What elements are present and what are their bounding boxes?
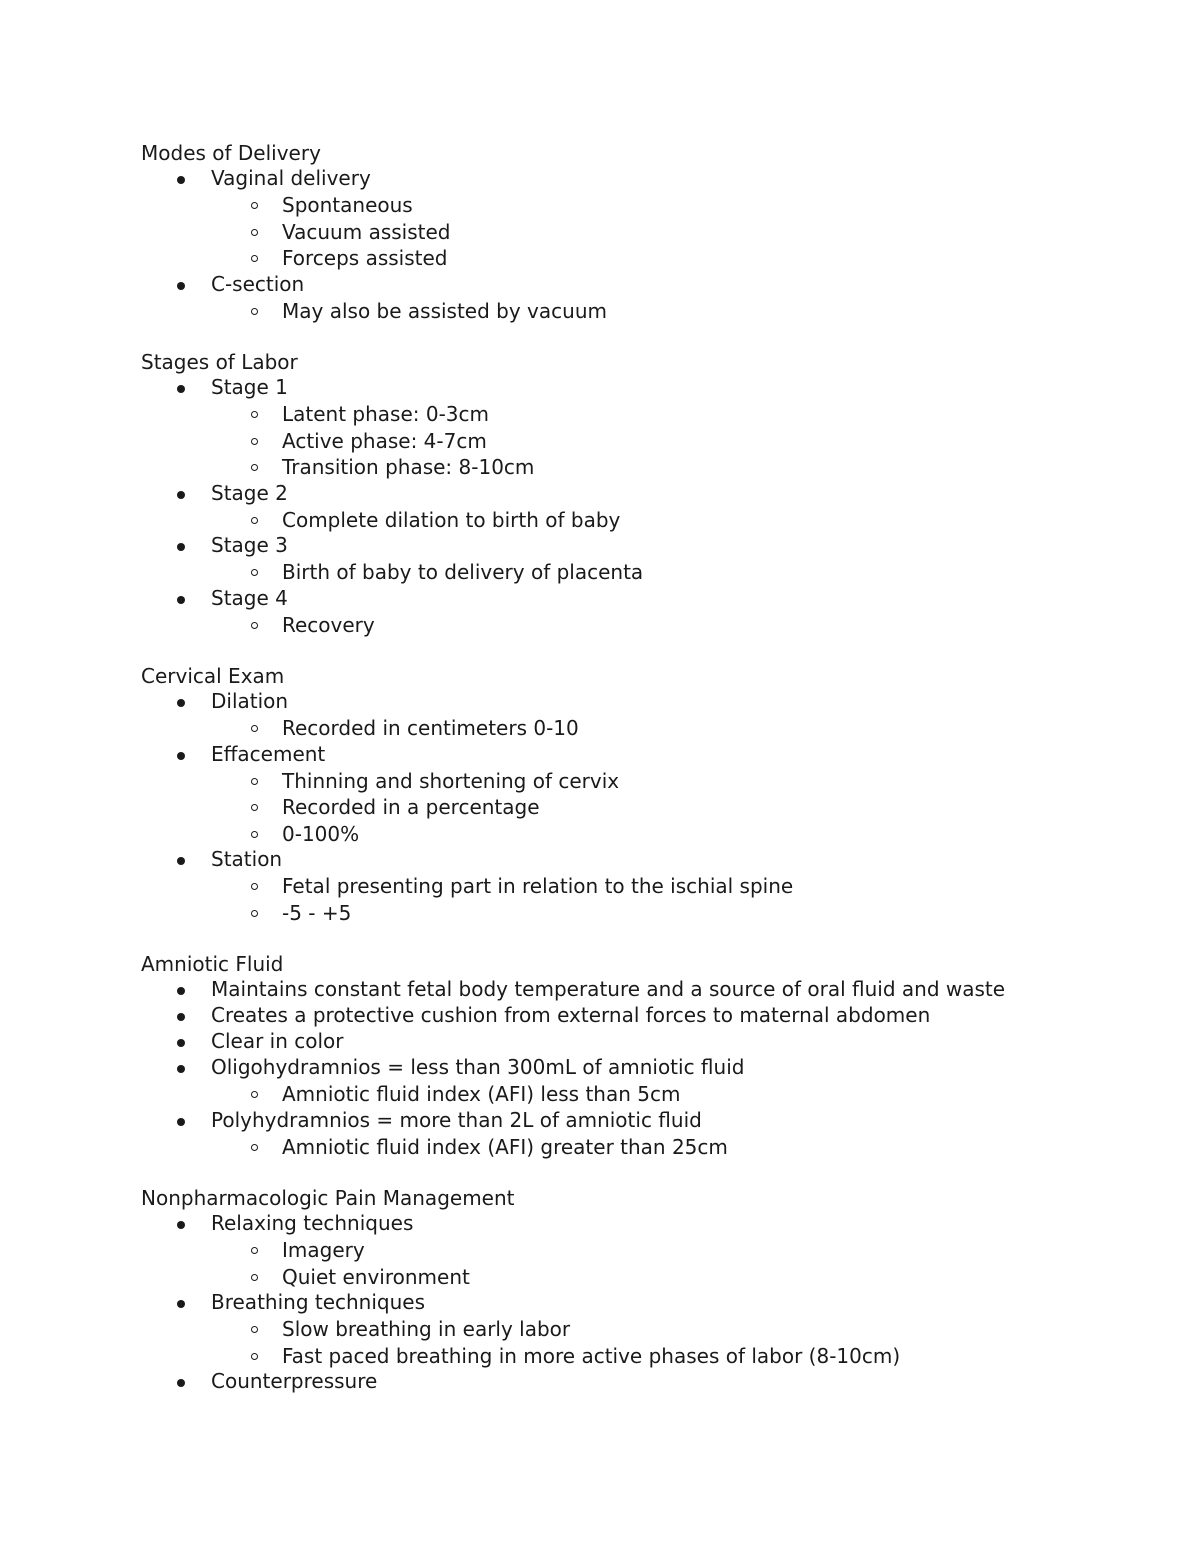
sub-list-item: [141, 873, 1041, 900]
sub-list-item: [141, 1237, 1041, 1264]
bullet-icon: [177, 1013, 185, 1021]
bullet-icon: [177, 1039, 185, 1047]
list-item: [141, 1003, 1041, 1029]
sub-list-item: [141, 192, 1041, 219]
list-item-text: C-section: [211, 271, 305, 296]
circle-bullet-icon: [251, 804, 258, 811]
sub-list-item: [141, 454, 1041, 481]
circle-bullet-icon: [251, 1144, 258, 1151]
sub-list-item-text: Recorded in a percentage: [282, 795, 540, 819]
list-item: [141, 375, 1041, 481]
list-item: [141, 1055, 1041, 1108]
bullet-icon: [177, 1300, 185, 1308]
list-item-text: Effacement: [211, 741, 326, 766]
list-item: [141, 1108, 1041, 1161]
sub-list-item-text: -5 - +5: [282, 900, 352, 925]
sub-list-item-text: Birth of baby to delivery of placenta: [282, 560, 644, 584]
list-item: [141, 1029, 1041, 1055]
sub-list: [211, 559, 1041, 586]
section-heading: Nonpharmacologic Pain Management: [141, 1186, 515, 1210]
circle-bullet-icon: [251, 464, 258, 471]
bullet-icon: [177, 699, 185, 707]
list-item: [141, 272, 1041, 325]
list-item-text: Vaginal delivery: [211, 166, 371, 190]
circle-bullet-icon: [251, 202, 258, 209]
section-heading: Amniotic Fluid: [141, 952, 284, 976]
bullet-icon: [177, 857, 185, 865]
sub-list-item-text: Active phase: 4-7cm: [282, 428, 487, 453]
sub-list-item: [141, 715, 1041, 742]
sub-list-item: [141, 1343, 1041, 1370]
sub-list-item-text: Amniotic fluid index (AFI) greater than 25cm: [282, 1134, 728, 1159]
list-item-text: Stage 1: [211, 375, 288, 399]
list-item: [141, 166, 1041, 272]
list-item-text: Relaxing techniques: [211, 1211, 414, 1235]
list-item-text: Stage 4: [211, 585, 288, 610]
list-item: [141, 1290, 1041, 1369]
sub-list-item-text: Quiet environment: [282, 1264, 470, 1289]
sub-list-item-text: Imagery: [282, 1238, 365, 1262]
sub-list-item: [141, 821, 1041, 848]
sub-list: [211, 507, 1041, 534]
list-item-text: Polyhydramnios = more than 2L of amniotic fluid: [211, 1107, 702, 1132]
sub-list-item-text: Fast paced breathing in more active phases of labor (8-10cm): [282, 1343, 901, 1368]
section-heading: Cervical Exam: [141, 664, 285, 688]
sub-list: [211, 1237, 1041, 1290]
sub-list: [211, 401, 1041, 481]
list-item: [141, 533, 1041, 586]
circle-bullet-icon: [251, 569, 258, 576]
section-heading: Stages of Labor: [141, 350, 298, 374]
bullet-icon: [177, 385, 185, 393]
sub-list: [211, 1134, 1041, 1161]
list-item-text: Station: [211, 847, 283, 871]
sub-list: [211, 192, 1041, 272]
circle-bullet-icon: [251, 622, 258, 629]
list-item-text: Counterpressure: [211, 1369, 378, 1393]
bullet-list: [141, 689, 1041, 926]
sub-list-item: [141, 1134, 1041, 1161]
circle-bullet-icon: [251, 725, 258, 732]
bullet-list: [141, 166, 1041, 324]
bullet-icon: [177, 752, 185, 760]
sub-list: [211, 1316, 1041, 1369]
sub-list-item-text: May also be assisted by vacuum: [282, 298, 607, 323]
bullet-icon: [177, 1065, 185, 1073]
circle-bullet-icon: [251, 1274, 258, 1281]
sub-list-item-text: 0-100%: [282, 821, 360, 846]
list-item-text: Stage 2: [211, 480, 288, 505]
sub-list-item: [141, 401, 1041, 428]
list-item-text: Clear in color: [211, 1029, 344, 1053]
sub-list-item-text: Fetal presenting part in relation to the ischial spine: [282, 874, 794, 898]
bullet-icon: [177, 176, 185, 184]
sub-list-item-text: Transition phase: 8-10cm: [282, 455, 535, 479]
bullet-list: [141, 375, 1041, 638]
bullet-icon: [177, 1379, 185, 1387]
bullet-icon: [177, 282, 185, 290]
bullet-icon: [177, 543, 185, 551]
circle-bullet-icon: [251, 308, 258, 315]
section: [141, 140, 1041, 324]
section: [141, 349, 1041, 638]
sub-list-item-text: Forceps assisted: [282, 246, 448, 270]
circle-bullet-icon: [251, 883, 258, 890]
bullet-icon: [177, 1118, 185, 1126]
sub-list: [211, 768, 1041, 848]
sub-list-item-text: Spontaneous: [282, 193, 413, 217]
list-item: [141, 586, 1041, 639]
bullet-icon: [177, 987, 185, 995]
circle-bullet-icon: [251, 831, 258, 838]
section: [141, 1185, 1041, 1395]
sub-list-item-text: Recovery: [282, 612, 375, 637]
circle-bullet-icon: [251, 411, 258, 418]
circle-bullet-icon: [251, 778, 258, 785]
sub-list-item-text: Slow breathing in early labor: [282, 1317, 571, 1341]
list-item: [141, 689, 1041, 742]
list-item-text: Oligohydramnios = less than 300mL of amniotic fluid: [211, 1055, 745, 1079]
sub-list-item: [141, 768, 1041, 795]
section: [141, 663, 1041, 926]
sub-list-item-text: Thinning and shortening of cervix: [282, 768, 620, 793]
circle-bullet-icon: [251, 438, 258, 445]
sub-list-item: [141, 612, 1041, 639]
sub-list-item: [141, 245, 1041, 272]
bullet-list: [141, 977, 1041, 1160]
sub-list-item-text: Recorded in centimeters 0-10: [282, 716, 579, 740]
list-item-text: Breathing techniques: [211, 1290, 426, 1314]
circle-bullet-icon: [251, 910, 258, 917]
bullet-list: [141, 1211, 1041, 1395]
circle-bullet-icon: [251, 1091, 258, 1098]
sub-list-item-text: Vacuum assisted: [282, 219, 451, 244]
sub-list: [211, 715, 1041, 742]
list-item-text: Creates a protective cushion from external forces to maternal abdomen: [211, 1003, 931, 1027]
list-item: [141, 1369, 1041, 1395]
bullet-icon: [177, 1221, 185, 1229]
circle-bullet-icon: [251, 1247, 258, 1254]
sub-list-item: [141, 794, 1041, 821]
sub-list-item: [141, 559, 1041, 586]
list-item-text: Stage 3: [211, 533, 288, 557]
list-item-text: Maintains constant fetal body temperature and a source of oral fluid and waste: [211, 977, 1006, 1001]
section: [141, 951, 1041, 1160]
bullet-icon: [177, 491, 185, 499]
list-item-text: Dilation: [211, 689, 289, 713]
sub-list-item: [141, 1081, 1041, 1108]
list-item: [141, 742, 1041, 848]
list-item: [141, 977, 1041, 1003]
sub-list-item: [141, 507, 1041, 534]
list-item: [141, 481, 1041, 534]
circle-bullet-icon: [251, 1353, 258, 1360]
list-item: [141, 847, 1041, 926]
sub-list-item: [141, 1316, 1041, 1343]
sub-list: [211, 612, 1041, 639]
circle-bullet-icon: [251, 517, 258, 524]
sub-list: [211, 298, 1041, 325]
document-page: [141, 140, 1041, 1420]
sub-list: [211, 873, 1041, 926]
sub-list-item: [141, 428, 1041, 455]
circle-bullet-icon: [251, 1326, 258, 1333]
sub-list-item-text: Latent phase: 0-3cm: [282, 402, 490, 426]
sub-list-item: [141, 298, 1041, 325]
bullet-icon: [177, 596, 185, 604]
circle-bullet-icon: [251, 255, 258, 262]
sub-list-item-text: Amniotic fluid index (AFI) less than 5cm: [282, 1082, 681, 1106]
sub-list: [211, 1081, 1041, 1108]
sub-list-item: [141, 1264, 1041, 1291]
sub-list-item: [141, 219, 1041, 246]
section-heading: Modes of Delivery: [141, 141, 321, 165]
list-item: [141, 1211, 1041, 1290]
circle-bullet-icon: [251, 229, 258, 236]
sub-list-item-text: Complete dilation to birth of baby: [282, 507, 621, 532]
sub-list-item: [141, 900, 1041, 927]
